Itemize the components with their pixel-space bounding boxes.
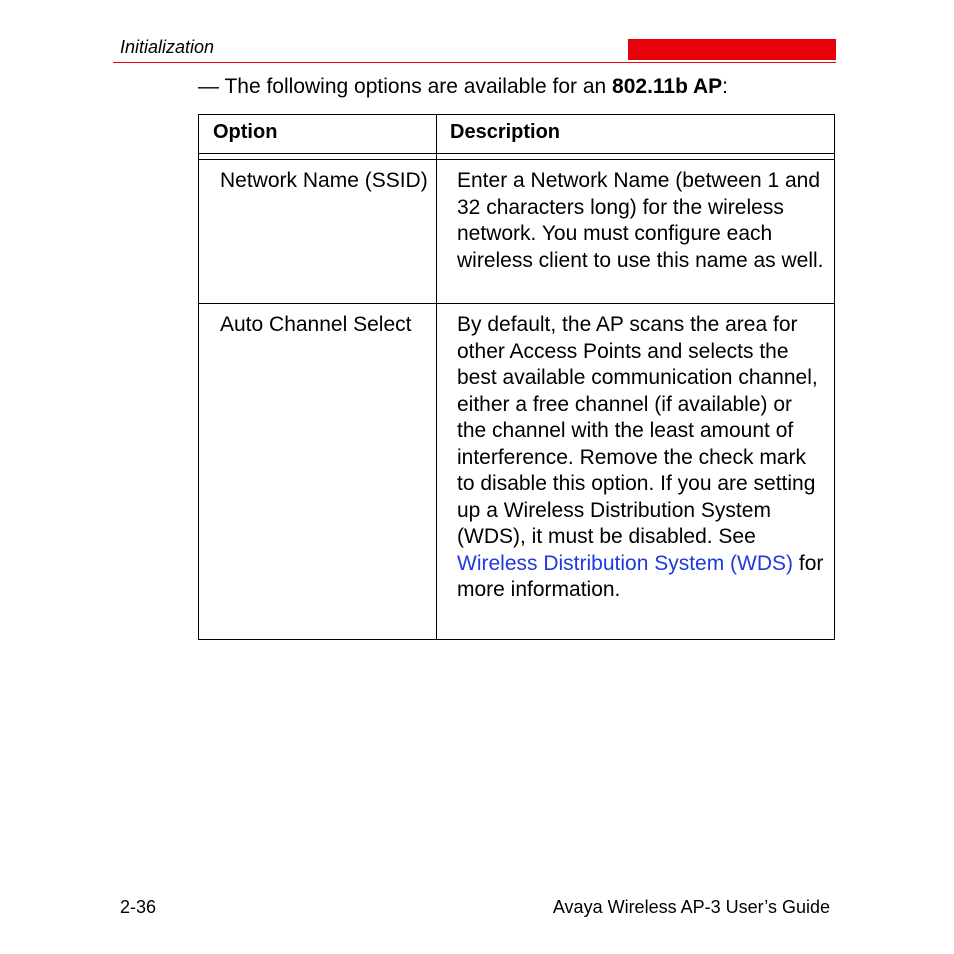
wds-cross-reference-link[interactable]: Wireless Distribution System (WDS) [457,551,794,575]
column-header-option: Option [199,115,437,153]
intro-paragraph [198,74,728,100]
column-header-description: Description [450,121,561,143]
option-description: Enter a Network Name (between 1 and 32 characters long) for the wireless network. You must configure each wireless client to use this name as well. [457,169,824,272]
table-header-row [199,115,834,154]
book-title: Avaya Wireless AP-3 User’s Guide [552,897,830,917]
options-table [198,114,835,640]
description-text-end: for more information. [457,551,824,601]
option-name: Auto Channel Select [199,304,437,639]
intro-suffix: : [722,75,729,98]
intro-bold-term: 802.11b AP [612,75,723,98]
table-row [199,303,834,639]
header-accent-bar [628,39,836,60]
option-description [437,304,834,639]
intro-text: — The following options are available for an [198,75,613,98]
description-text: By default, the AP scans the area for other Access Points and selects the best available communication channel, either a free channel (if available) or the channel with the least amount of interference. Remove the check mark to disable this option. If you are setting up a Wireless Distribution System (WDS), it must be disabled. See [457,313,818,548]
option-name: Network Name (SSID) [199,160,437,303]
header-rule [113,62,836,63]
page-number: 2-36 [120,897,157,917]
running-header-title: Initialization [120,37,215,57]
table-row [199,160,834,303]
